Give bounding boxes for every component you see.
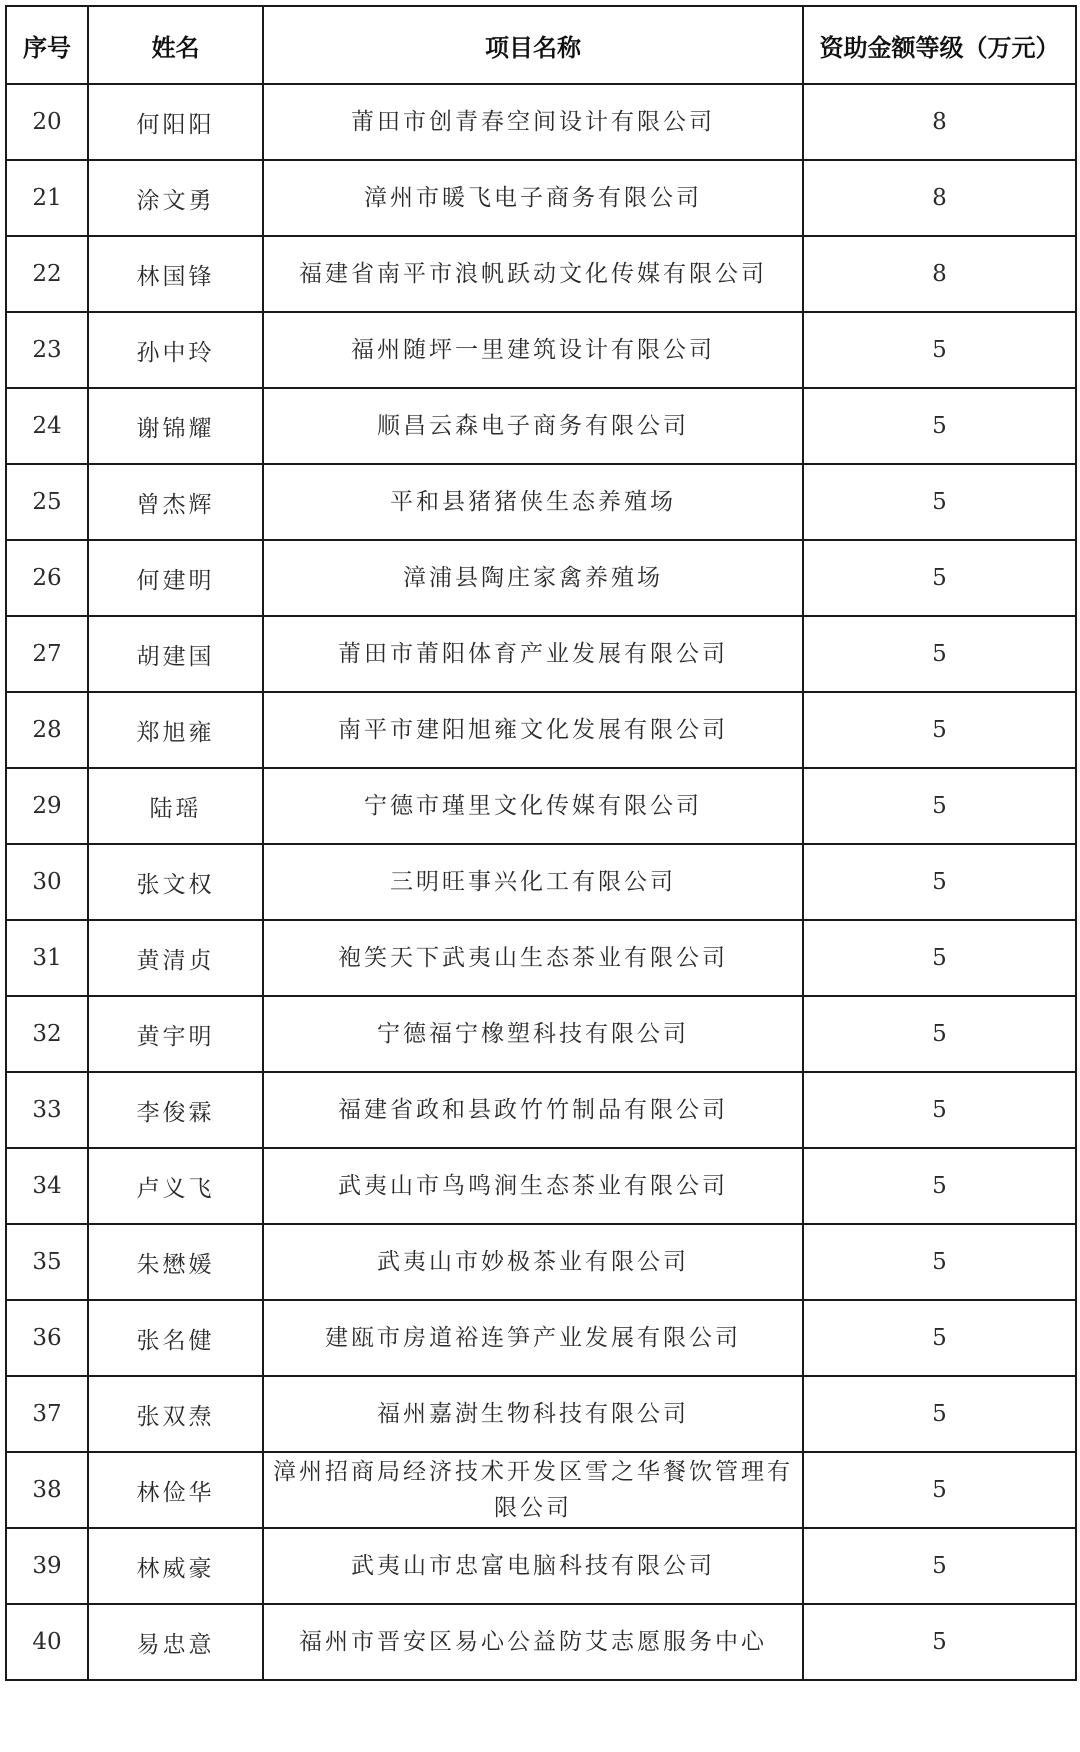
table-row <box>6 920 1076 996</box>
header-amount: 资助金额等级（万元） <box>803 6 1076 84</box>
cell-amount: 5 <box>803 540 1076 616</box>
cell-name: 易忠意 <box>88 1604 263 1680</box>
table-row <box>6 160 1076 236</box>
table-body <box>6 84 1076 1680</box>
cell-seq: 20 <box>6 84 88 160</box>
cell-name: 何建明 <box>88 540 263 616</box>
cell-name: 张文权 <box>88 844 263 920</box>
cell-project: 宁德市瑾里文化传媒有限公司 <box>263 768 803 844</box>
cell-amount: 5 <box>803 616 1076 692</box>
cell-amount: 5 <box>803 1072 1076 1148</box>
table-row <box>6 1300 1076 1376</box>
funding-table <box>5 5 1077 1681</box>
cell-seq: 24 <box>6 388 88 464</box>
table-row <box>6 1072 1076 1148</box>
table-row <box>6 1452 1076 1528</box>
cell-project: 福州嘉澍生物科技有限公司 <box>263 1376 803 1452</box>
cell-project: 漳州招商局经济技术开发区雪之华餐饮管理有限公司 <box>263 1452 803 1528</box>
cell-name: 黄清贞 <box>88 920 263 996</box>
cell-seq: 26 <box>6 540 88 616</box>
cell-name: 孙中玲 <box>88 312 263 388</box>
cell-amount: 5 <box>803 1452 1076 1528</box>
table-row <box>6 1224 1076 1300</box>
table-row <box>6 844 1076 920</box>
cell-amount: 5 <box>803 996 1076 1072</box>
cell-seq: 29 <box>6 768 88 844</box>
cell-seq: 37 <box>6 1376 88 1452</box>
cell-project: 武夷山市妙极茶业有限公司 <box>263 1224 803 1300</box>
cell-seq: 38 <box>6 1452 88 1528</box>
cell-amount: 5 <box>803 1528 1076 1604</box>
cell-seq: 22 <box>6 236 88 312</box>
cell-project: 平和县猪猪侠生态养殖场 <box>263 464 803 540</box>
cell-project: 福建省南平市浪帆跃动文化传媒有限公司 <box>263 236 803 312</box>
cell-name: 黄宇明 <box>88 996 263 1072</box>
cell-project: 三明旺事兴化工有限公司 <box>263 844 803 920</box>
table-row <box>6 464 1076 540</box>
cell-name: 郑旭雍 <box>88 692 263 768</box>
cell-seq: 39 <box>6 1528 88 1604</box>
cell-name: 胡建国 <box>88 616 263 692</box>
cell-name: 陆瑶 <box>88 768 263 844</box>
cell-name: 卢义飞 <box>88 1148 263 1224</box>
cell-amount: 8 <box>803 84 1076 160</box>
cell-seq: 30 <box>6 844 88 920</box>
cell-seq: 28 <box>6 692 88 768</box>
cell-project: 南平市建阳旭雍文化发展有限公司 <box>263 692 803 768</box>
table-header <box>6 6 1076 84</box>
cell-project: 宁德福宁橡塑科技有限公司 <box>263 996 803 1072</box>
cell-project: 福州市晋安区易心公益防艾志愿服务中心 <box>263 1604 803 1680</box>
cell-seq: 33 <box>6 1072 88 1148</box>
cell-name: 曾杰辉 <box>88 464 263 540</box>
cell-name: 涂文勇 <box>88 160 263 236</box>
table-row <box>6 1376 1076 1452</box>
cell-seq: 35 <box>6 1224 88 1300</box>
cell-project: 福建省政和县政竹竹制品有限公司 <box>263 1072 803 1148</box>
cell-amount: 5 <box>803 312 1076 388</box>
table-row <box>6 1528 1076 1604</box>
table-row <box>6 84 1076 160</box>
cell-project: 武夷山市忠富电脑科技有限公司 <box>263 1528 803 1604</box>
cell-name: 林威豪 <box>88 1528 263 1604</box>
table-row <box>6 692 1076 768</box>
table-row <box>6 616 1076 692</box>
cell-name: 林国锋 <box>88 236 263 312</box>
cell-name: 谢锦耀 <box>88 388 263 464</box>
table-row <box>6 768 1076 844</box>
cell-amount: 5 <box>803 388 1076 464</box>
cell-project: 袍笑天下武夷山生态茶业有限公司 <box>263 920 803 996</box>
cell-project: 莆田市创青春空间设计有限公司 <box>263 84 803 160</box>
header-row <box>6 6 1076 84</box>
cell-project: 漳州市暖飞电子商务有限公司 <box>263 160 803 236</box>
cell-project: 建瓯市房道裕连笋产业发展有限公司 <box>263 1300 803 1376</box>
table-row <box>6 996 1076 1072</box>
header-name: 姓名 <box>88 6 263 84</box>
cell-amount: 5 <box>803 844 1076 920</box>
cell-name: 林俭华 <box>88 1452 263 1528</box>
cell-amount: 5 <box>803 1224 1076 1300</box>
table-row <box>6 540 1076 616</box>
cell-amount: 5 <box>803 1376 1076 1452</box>
cell-project: 武夷山市鸟鸣涧生态茶业有限公司 <box>263 1148 803 1224</box>
cell-amount: 5 <box>803 768 1076 844</box>
table-row <box>6 312 1076 388</box>
cell-name: 李俊霖 <box>88 1072 263 1148</box>
cell-amount: 5 <box>803 1300 1076 1376</box>
cell-amount: 5 <box>803 692 1076 768</box>
cell-seq: 21 <box>6 160 88 236</box>
header-seq: 序号 <box>6 6 88 84</box>
table-row <box>6 1604 1076 1680</box>
cell-project: 漳浦县陶庄家禽养殖场 <box>263 540 803 616</box>
cell-name: 朱懋媛 <box>88 1224 263 1300</box>
cell-seq: 27 <box>6 616 88 692</box>
cell-seq: 40 <box>6 1604 88 1680</box>
cell-project: 顺昌云森电子商务有限公司 <box>263 388 803 464</box>
cell-seq: 31 <box>6 920 88 996</box>
cell-seq: 23 <box>6 312 88 388</box>
cell-project: 福州随坪一里建筑设计有限公司 <box>263 312 803 388</box>
cell-amount: 5 <box>803 464 1076 540</box>
cell-seq: 25 <box>6 464 88 540</box>
cell-seq: 32 <box>6 996 88 1072</box>
cell-amount: 5 <box>803 920 1076 996</box>
cell-seq: 34 <box>6 1148 88 1224</box>
header-project: 项目名称 <box>263 6 803 84</box>
cell-project: 莆田市莆阳体育产业发展有限公司 <box>263 616 803 692</box>
cell-seq: 36 <box>6 1300 88 1376</box>
cell-name: 张名健 <box>88 1300 263 1376</box>
table-row <box>6 236 1076 312</box>
table-row <box>6 1148 1076 1224</box>
cell-amount: 5 <box>803 1148 1076 1224</box>
cell-name: 何阳阳 <box>88 84 263 160</box>
cell-amount: 8 <box>803 236 1076 312</box>
table-row <box>6 388 1076 464</box>
cell-name: 张双焘 <box>88 1376 263 1452</box>
cell-amount: 5 <box>803 1604 1076 1680</box>
cell-amount: 8 <box>803 160 1076 236</box>
